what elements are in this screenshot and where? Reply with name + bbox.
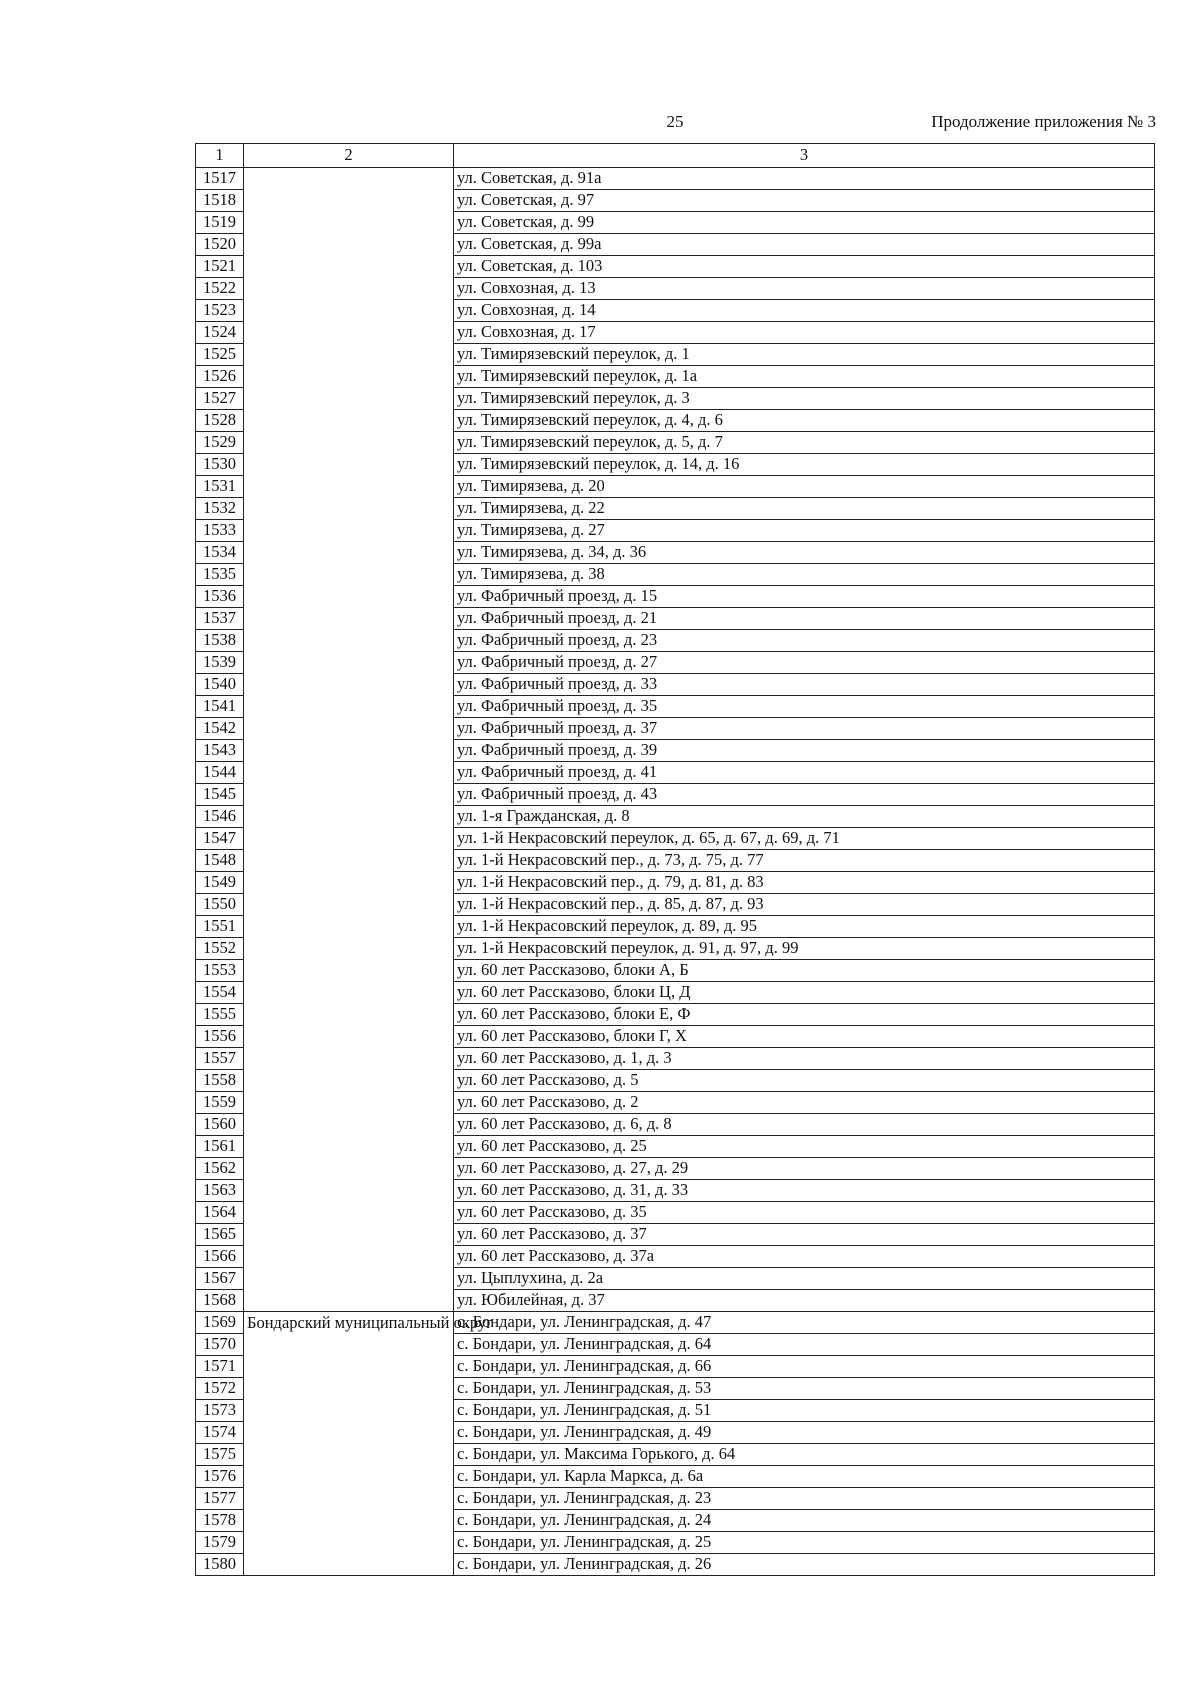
address-cell: ул. 60 лет Рассказово, блоки Ц, Д — [454, 982, 1155, 1004]
address-cell: ул. Советская, д. 103 — [454, 256, 1155, 278]
row-number: 1536 — [196, 586, 244, 608]
address-cell: с. Бондари, ул. Максима Горького, д. 64 — [454, 1444, 1155, 1466]
row-number: 1579 — [196, 1532, 244, 1554]
address-cell: ул. Фабричный проезд, д. 37 — [454, 718, 1155, 740]
address-cell: ул. Фабричный проезд, д. 33 — [454, 674, 1155, 696]
row-number: 1540 — [196, 674, 244, 696]
address-cell: ул. 60 лет Рассказово, д. 31, д. 33 — [454, 1180, 1155, 1202]
row-number: 1576 — [196, 1466, 244, 1488]
column-header-2: 2 — [244, 144, 454, 168]
address-cell: ул. 1-й Некрасовский пер., д. 85, д. 87, д. 93 — [454, 894, 1155, 916]
address-cell: ул. 60 лет Рассказово, д. 35 — [454, 1202, 1155, 1224]
row-number: 1554 — [196, 982, 244, 1004]
row-number: 1569 — [196, 1312, 244, 1334]
row-number: 1539 — [196, 652, 244, 674]
row-number: 1550 — [196, 894, 244, 916]
row-number: 1570 — [196, 1334, 244, 1356]
address-cell: ул. 60 лет Рассказово, д. 1, д. 3 — [454, 1048, 1155, 1070]
continuation-label: Продолжение приложения № 3 — [931, 112, 1156, 131]
table-body — [196, 168, 1155, 1576]
address-cell: ул. Фабричный проезд, д. 41 — [454, 762, 1155, 784]
row-number: 1575 — [196, 1444, 244, 1466]
row-number: 1560 — [196, 1114, 244, 1136]
row-number: 1543 — [196, 740, 244, 762]
row-number: 1578 — [196, 1510, 244, 1532]
row-number: 1552 — [196, 938, 244, 960]
row-number: 1577 — [196, 1488, 244, 1510]
address-cell: ул. Фабричный проезд, д. 35 — [454, 696, 1155, 718]
row-number: 1563 — [196, 1180, 244, 1202]
address-table — [195, 143, 1155, 1576]
row-number: 1573 — [196, 1400, 244, 1422]
row-number: 1553 — [196, 960, 244, 982]
row-number: 1537 — [196, 608, 244, 630]
row-number: 1565 — [196, 1224, 244, 1246]
table-row — [196, 1312, 1155, 1334]
address-cell: ул. Тимирязевский переулок, д. 5, д. 7 — [454, 432, 1155, 454]
row-number: 1527 — [196, 388, 244, 410]
address-cell: ул. 60 лет Рассказово, д. 25 — [454, 1136, 1155, 1158]
address-cell: ул. Совхозная, д. 13 — [454, 278, 1155, 300]
address-cell: ул. 1-й Некрасовский переулок, д. 89, д. 95 — [454, 916, 1155, 938]
row-number: 1544 — [196, 762, 244, 784]
row-number: 1526 — [196, 366, 244, 388]
address-cell: ул. 1-й Некрасовский пер., д. 73, д. 75, д. 77 — [454, 850, 1155, 872]
address-cell: с. Бондари, ул. Ленинградская, д. 26 — [454, 1554, 1155, 1576]
row-number: 1532 — [196, 498, 244, 520]
row-number: 1574 — [196, 1422, 244, 1444]
row-number: 1551 — [196, 916, 244, 938]
address-cell: ул. Тимирязева, д. 20 — [454, 476, 1155, 498]
column-header-3: 3 — [454, 144, 1155, 168]
address-cell: с. Бондари, ул. Ленинградская, д. 53 — [454, 1378, 1155, 1400]
address-cell: ул. Тимирязева, д. 38 — [454, 564, 1155, 586]
row-number: 1580 — [196, 1554, 244, 1576]
address-cell: ул. Фабричный проезд, д. 15 — [454, 586, 1155, 608]
address-cell: ул. 1-я Гражданская, д. 8 — [454, 806, 1155, 828]
row-number: 1535 — [196, 564, 244, 586]
row-number: 1520 — [196, 234, 244, 256]
row-number: 1561 — [196, 1136, 244, 1158]
row-number: 1545 — [196, 784, 244, 806]
address-cell: ул. Тимирязевский переулок, д. 1 — [454, 344, 1155, 366]
row-number: 1542 — [196, 718, 244, 740]
address-cell: с. Бондари, ул. Ленинградская, д. 49 — [454, 1422, 1155, 1444]
table-header-row — [196, 144, 1155, 168]
address-cell: ул. Советская, д. 97 — [454, 190, 1155, 212]
address-cell: ул. 60 лет Рассказово, д. 6, д. 8 — [454, 1114, 1155, 1136]
address-cell: с. Бондари, ул. Ленинградская, д. 24 — [454, 1510, 1155, 1532]
address-cell: ул. Советская, д. 99а — [454, 234, 1155, 256]
district-cell — [244, 168, 454, 1312]
row-number: 1538 — [196, 630, 244, 652]
row-number: 1541 — [196, 696, 244, 718]
address-cell: ул. Тимирязевский переулок, д. 4, д. 6 — [454, 410, 1155, 432]
address-cell: ул. Юбилейная, д. 37 — [454, 1290, 1155, 1312]
row-number: 1547 — [196, 828, 244, 850]
address-cell: ул. 60 лет Рассказово, блоки Е, Ф — [454, 1004, 1155, 1026]
address-cell: ул. 60 лет Рассказово, блоки Г, Х — [454, 1026, 1155, 1048]
address-cell: ул. Тимирязева, д. 34, д. 36 — [454, 542, 1155, 564]
address-cell: ул. Фабричный проезд, д. 27 — [454, 652, 1155, 674]
row-number: 1522 — [196, 278, 244, 300]
row-number: 1533 — [196, 520, 244, 542]
row-number: 1558 — [196, 1070, 244, 1092]
address-cell: с. Бондари, ул. Ленинградская, д. 66 — [454, 1356, 1155, 1378]
address-cell: ул. Тимирязева, д. 27 — [454, 520, 1155, 542]
address-cell: с. Бондари, ул. Ленинградская, д. 51 — [454, 1400, 1155, 1422]
address-cell: с. Бондари, ул. Ленинградская, д. 25 — [454, 1532, 1155, 1554]
row-number: 1521 — [196, 256, 244, 278]
address-cell: ул. Тимирязевский переулок, д. 1а — [454, 366, 1155, 388]
row-number: 1518 — [196, 190, 244, 212]
address-cell: ул. 60 лет Рассказово, д. 27, д. 29 — [454, 1158, 1155, 1180]
row-number: 1571 — [196, 1356, 244, 1378]
row-number: 1548 — [196, 850, 244, 872]
address-cell: ул. Фабричный проезд, д. 43 — [454, 784, 1155, 806]
row-number: 1519 — [196, 212, 244, 234]
address-cell: ул. Тимирязевский переулок, д. 3 — [454, 388, 1155, 410]
address-cell: ул. Совхозная, д. 14 — [454, 300, 1155, 322]
row-number: 1564 — [196, 1202, 244, 1224]
address-cell: с. Бондари, ул. Ленинградская, д. 23 — [454, 1488, 1155, 1510]
row-number: 1568 — [196, 1290, 244, 1312]
row-number: 1528 — [196, 410, 244, 432]
row-number: 1572 — [196, 1378, 244, 1400]
address-cell: ул. Советская, д. 91а — [454, 168, 1155, 190]
row-number: 1530 — [196, 454, 244, 476]
row-number: 1567 — [196, 1268, 244, 1290]
address-cell: ул. 60 лет Рассказово, д. 37 — [454, 1224, 1155, 1246]
address-cell: ул. 1-й Некрасовский переулок, д. 65, д. 67, д. 69, д. 71 — [454, 828, 1155, 850]
row-number: 1531 — [196, 476, 244, 498]
row-number: 1555 — [196, 1004, 244, 1026]
table-row — [196, 168, 1155, 190]
address-cell: ул. Тимирязевский переулок, д. 14, д. 16 — [454, 454, 1155, 476]
row-number: 1559 — [196, 1092, 244, 1114]
address-cell: ул. Фабричный проезд, д. 21 — [454, 608, 1155, 630]
row-number: 1556 — [196, 1026, 244, 1048]
address-cell: с. Бондари, ул. Ленинградская, д. 64 — [454, 1334, 1155, 1356]
row-number: 1549 — [196, 872, 244, 894]
row-number: 1546 — [196, 806, 244, 828]
address-cell: ул. 60 лет Рассказово, д. 2 — [454, 1092, 1155, 1114]
row-number: 1566 — [196, 1246, 244, 1268]
address-cell: ул. 60 лет Рассказово, д. 37а — [454, 1246, 1155, 1268]
address-cell: ул. 1-й Некрасовский переулок, д. 91, д. 97, д. 99 — [454, 938, 1155, 960]
row-number: 1529 — [196, 432, 244, 454]
address-cell: ул. Советская, д. 99 — [454, 212, 1155, 234]
address-cell: с. Бондари, ул. Карла Маркса, д. 6а — [454, 1466, 1155, 1488]
row-number: 1557 — [196, 1048, 244, 1070]
address-cell: с. Бондари, ул. Ленинградская, д. 47 — [454, 1312, 1155, 1334]
row-number: 1525 — [196, 344, 244, 366]
address-cell: ул. Цыплухина, д. 2а — [454, 1268, 1155, 1290]
address-cell: ул. Фабричный проезд, д. 23 — [454, 630, 1155, 652]
row-number: 1524 — [196, 322, 244, 344]
address-cell: ул. Тимирязева, д. 22 — [454, 498, 1155, 520]
address-cell: ул. 60 лет Рассказово, д. 5 — [454, 1070, 1155, 1092]
address-cell: ул. Совхозная, д. 17 — [454, 322, 1155, 344]
row-number: 1534 — [196, 542, 244, 564]
row-number: 1562 — [196, 1158, 244, 1180]
address-cell: ул. 1-й Некрасовский пер., д. 79, д. 81, д. 83 — [454, 872, 1155, 894]
page-number: 25 — [666, 112, 684, 131]
column-header-1: 1 — [196, 144, 244, 168]
row-number: 1523 — [196, 300, 244, 322]
address-cell: ул. 60 лет Рассказово, блоки А, Б — [454, 960, 1155, 982]
row-number: 1517 — [196, 168, 244, 190]
district-cell: Бондарский муниципальный округ — [244, 1312, 454, 1576]
address-cell: ул. Фабричный проезд, д. 39 — [454, 740, 1155, 762]
